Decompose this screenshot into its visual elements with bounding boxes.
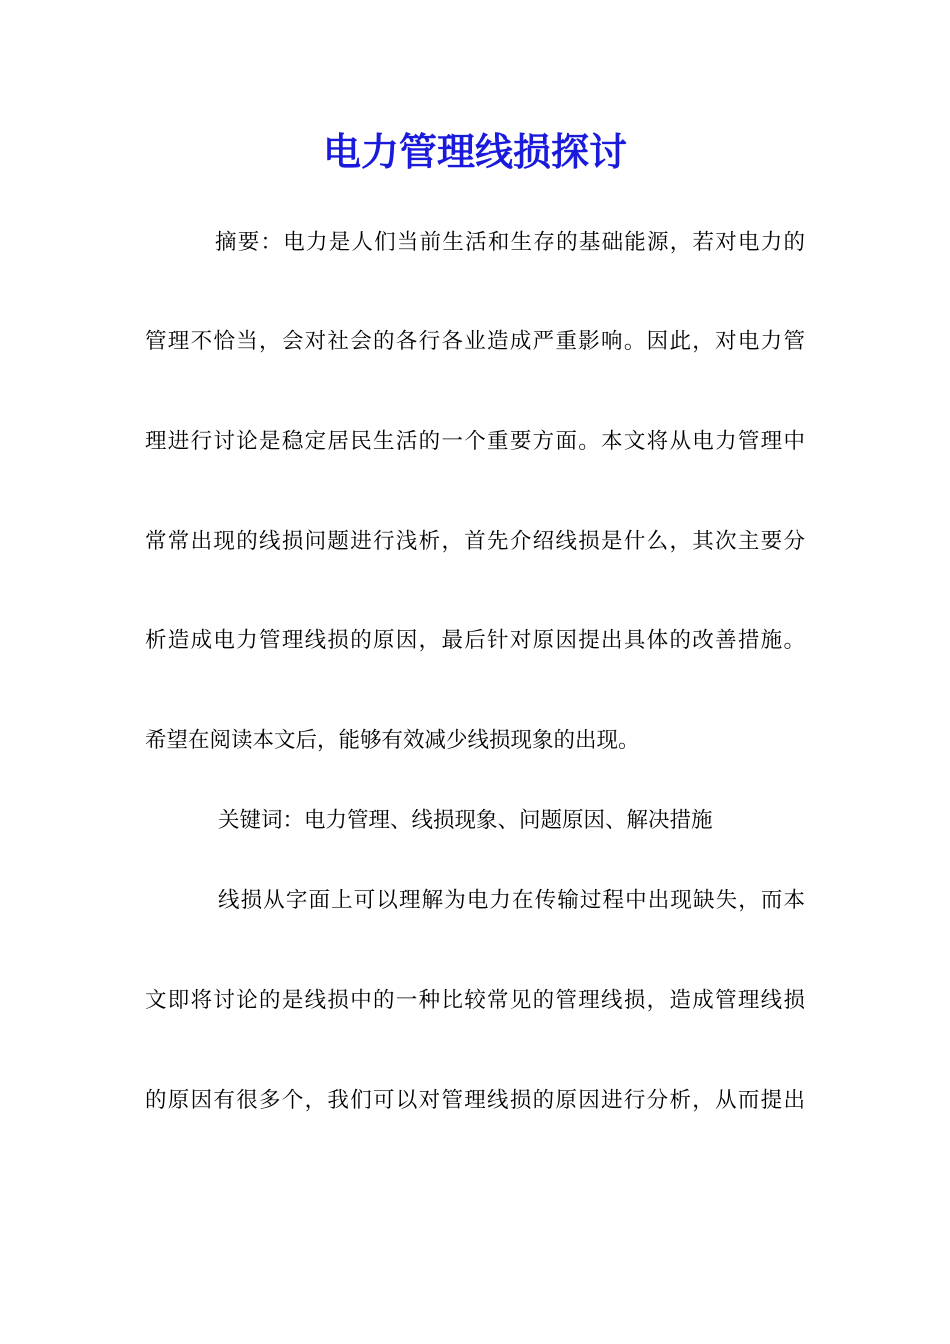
abstract-line-6: 希望在阅读本文后，能够有效减少线损现象的出现。 (145, 728, 640, 753)
abstract-line-2: 管理不恰当，会对社会的各行各业造成严重影响。因此，对电力管 (145, 329, 805, 354)
keywords-line: 关键词：电力管理、线损现象、问题原因、解决措施 (218, 808, 713, 833)
abstract-line-5: 析造成电力管理线损的原因，最后针对原因提出具体的改善措施。 (145, 628, 805, 653)
body-line-3: 的原因有很多个，我们可以对管理线损的原因进行分析，从而提出 (145, 1088, 805, 1113)
document-title: 电力管理线损探讨 (322, 130, 627, 174)
body-line-1: 线损从字面上可以理解为电力在传输过程中出现缺失，而本 (218, 888, 805, 913)
abstract-line-4: 常常出现的线损问题进行浅析，首先介绍线损是什么，其次主要分 (145, 529, 805, 554)
body-line-2: 文即将讨论的是线损中的一种比较常见的管理线损，造成管理线损 (145, 988, 805, 1013)
abstract-line-3: 理进行讨论是稳定居民生活的一个重要方面。本文将从电力管理中 (145, 429, 805, 454)
abstract-line-1: 摘要：电力是人们当前生活和生存的基础能源，若对电力的 (215, 230, 805, 255)
